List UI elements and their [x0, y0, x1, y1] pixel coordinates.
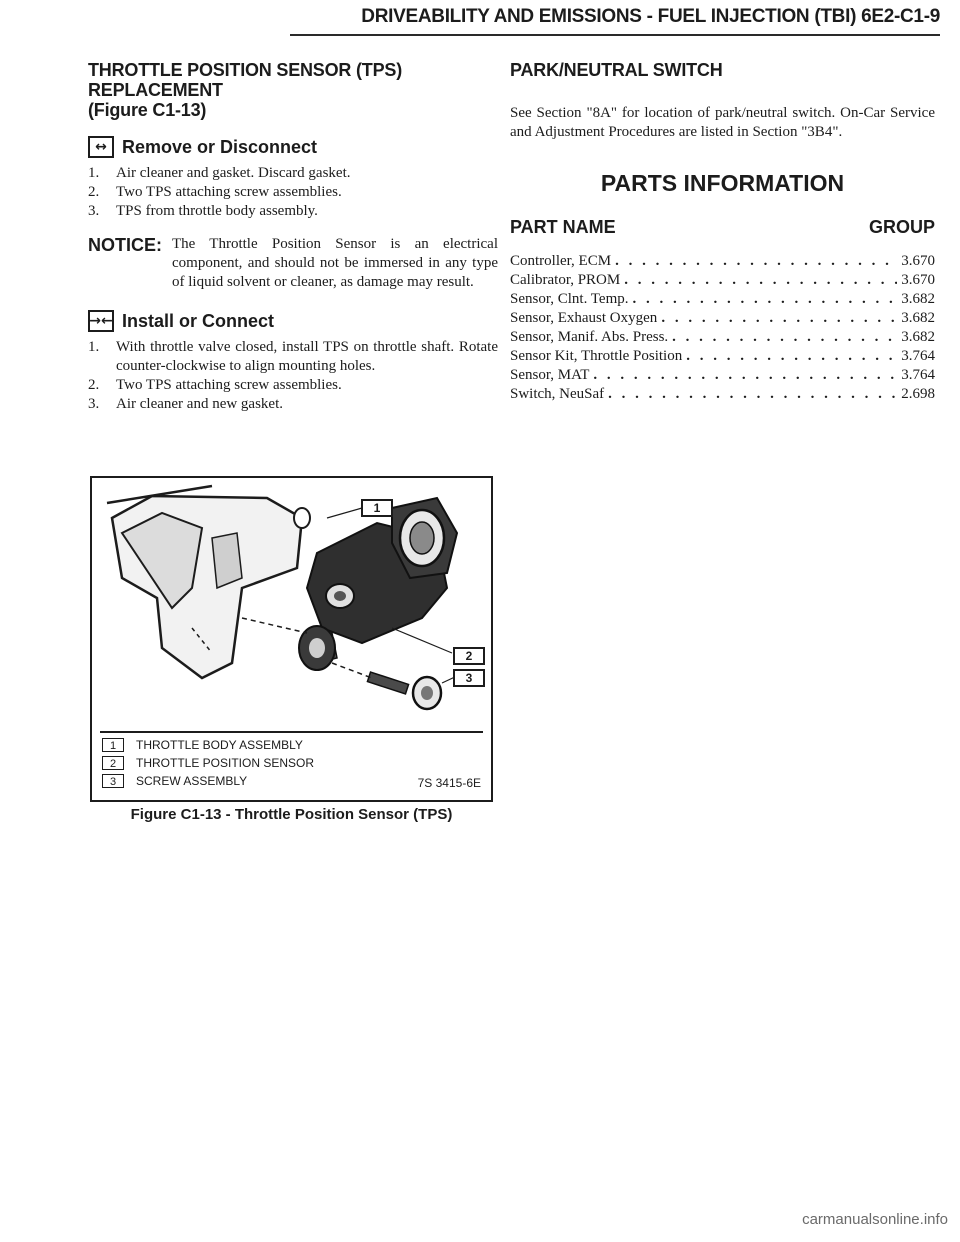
callout-2: 2 [465, 649, 473, 663]
screw-shape [367, 672, 408, 694]
right-column [510, 60, 935, 404]
list-item: 1. With throttle valve closed, install TPS on throttle shaft. Rotate counter-clockwise to align mounting holes. [88, 339, 498, 374]
source-watermark: carmanualsonline.info [802, 1211, 948, 1228]
legend-row: 1 THROTTLE BODY ASSEMBLY [102, 736, 482, 754]
list-item: 3. Air cleaner and new gasket. [88, 396, 284, 412]
callout-1: 1 [373, 501, 381, 515]
table-row: Sensor, Exhaust Oxygen . . . 3.682 [510, 309, 935, 328]
list-item: 3. TPS from throttle body assembly. [88, 203, 318, 219]
tps-title-line-1: THROTTLE POSITION SENSOR (TPS) [88, 60, 403, 80]
list-item: 1. Air cleaner and gasket. Discard gasket. [88, 165, 351, 181]
legend-row: 3 SCREW ASSEMBLY [102, 772, 482, 790]
remove-subhead [88, 136, 498, 158]
table-row: Controller, ECM . . . 3.670 [510, 252, 935, 271]
notice-block [88, 235, 498, 292]
left-column [88, 60, 498, 414]
group-header: GROUP [868, 217, 935, 237]
tps-section-title [88, 60, 498, 120]
remove-steps [88, 164, 498, 221]
remove-label: Remove or Disconnect [122, 136, 318, 157]
legend-rule [100, 731, 483, 733]
running-head: DRIVEABILITY AND EMISSIONS - FUEL INJECTION (TBI) 6E2-C1-9 [361, 6, 940, 27]
install-label: Install or Connect [122, 310, 275, 331]
table-row: Sensor, Clnt. Temp. . . . 3.682 [510, 290, 935, 309]
install-subhead [88, 310, 498, 332]
park-neutral-paragraph: See Section "8A" for location of park/neutral switch. On-Car Service and Adjustment Procedures are listed in Section "3B4". [510, 105, 935, 140]
tps-illustration [92, 478, 491, 728]
figure-caption: Figure C1-13 - Throttle Position Sensor (TPS) [130, 806, 453, 823]
tps-title-line-2: REPLACEMENT [88, 80, 223, 100]
header-rule [290, 34, 940, 36]
list-item: 2. Two TPS attaching screw assemblies. [88, 184, 342, 200]
tps-title-line-3: (Figure C1-13) [88, 100, 207, 120]
figure-code: 7S 3415-6E [417, 776, 481, 790]
list-item: 2. Two TPS attaching screw assemblies. [88, 377, 342, 393]
table-row: Switch, NeuSaf . . . 2.698 [510, 385, 935, 404]
notice-label: NOTICE: [88, 235, 162, 255]
table-row: Sensor, Manif. Abs. Press. . . . 3.682 [510, 328, 935, 347]
notice-text: The Throttle Position Sensor is an electrical component, and should not be immersed in any type of liquid solvent or cleaner, as damage may result. [172, 236, 498, 290]
parts-table-header [510, 217, 935, 238]
table-row: Calibrator, PROM . . . 3.670 [510, 271, 935, 290]
parts-list [510, 252, 935, 404]
park-neutral-title: PARK/NEUTRAL SWITCH [510, 60, 723, 80]
install-connect-icon: →← [88, 310, 114, 332]
install-steps [88, 338, 498, 414]
table-row: Sensor Kit, Throttle Position . . . 3.764 [510, 347, 935, 366]
parts-info-title: PARTS INFORMATION [600, 170, 845, 196]
figure-box [90, 476, 493, 802]
part-name-header: PART NAME [510, 217, 616, 237]
legend-row: 2 THROTTLE POSITION SENSOR [102, 754, 482, 772]
callout-3: 3 [465, 671, 473, 685]
remove-disconnect-icon: ↔ [88, 136, 114, 158]
table-row: Sensor, MAT . . . 3.764 [510, 366, 935, 385]
